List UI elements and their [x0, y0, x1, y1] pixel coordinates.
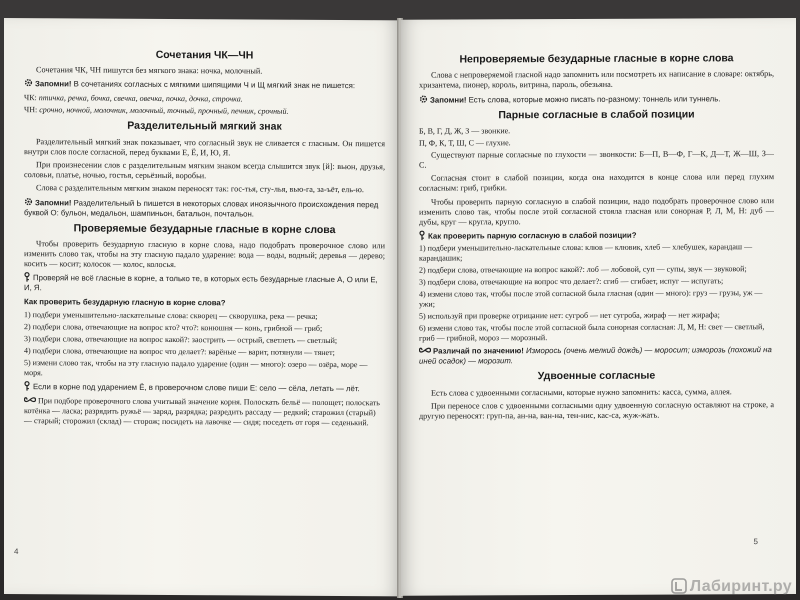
list-item: 1) подбери уменьшительно-ласкательные слова: клюв — клювик, хлеб — хлебушек, карандаш — карандашик; — [419, 242, 753, 264]
gear-icon — [24, 79, 33, 88]
example-line — [24, 106, 385, 118]
section-title-chk-chn: Сочетания ЧК—ЧН — [155, 48, 254, 62]
paragraph: Чтобы проверить парную согласную в слабой позиции, надо подобрать проверочное слово или изменить слово так, чтобы после этой согласной стояла гласная или сонорная Р, Л, М, Н: дуб — дубы, круг — кругла, кругло. — [419, 195, 774, 227]
right-page — [401, 18, 796, 596]
how-to-check-title: Как проверить безударную гласную в корне слова? — [24, 297, 226, 308]
example-words: срочно, ночной, молочник, молочный, точный, прочный, печник, срочный. — [39, 105, 289, 117]
rule-text: Есть слова, которые можно писать по-разному: тоннель или туннель. — [468, 93, 721, 105]
voiced-line: Б, В, Г, Д, Ж, З — звонкие. — [419, 126, 511, 136]
distinguish-label: Различай по значению! — [433, 346, 524, 357]
example-label: ЧК: — [24, 93, 37, 103]
list-item: 4) подбери слова, отвечающие на вопрос что делает?: варёные — варит, потянули — тянет; — [24, 345, 335, 357]
list-item: 5) используй при проверке отрицание нет: сугроб — нет сугроба, жираф — нет жирафа; — [419, 310, 720, 322]
paragraph: Есть слова с удвоенными согласными, которые нужно запомнить: касса, сумма, аллея. — [431, 386, 732, 398]
infinity-icon — [419, 347, 431, 354]
gear-icon — [24, 197, 33, 206]
page-number: 5 — [753, 537, 758, 547]
distinguish-note — [419, 346, 774, 368]
rule-text: В сочетаниях согласных с мягкими шипящими Ч и Щ мягкий знак не пишется: — [73, 79, 356, 91]
list-item: 2) подбери слова, отвечающие на вопрос какой?: лоб — лобовой, суп — супы, звук — звуковой; — [419, 264, 747, 276]
section-title-double-consonants: Удвоенные согласные — [537, 370, 656, 383]
left-page — [4, 18, 399, 596]
remember-label: Запомни! — [35, 79, 72, 89]
rule-text: Если в корне под ударением Ё, в проверочном слове пиши Е: село — сёла, летать — лёт. — [33, 381, 360, 393]
site-watermark — [671, 578, 792, 596]
paragraph: При переносе слов с удвоенными согласными одну удвоенную согласную оставляют на строке, а другую переносят: груп-па, ан-на, ван-на, тен-нис, кас-са, жуж-жать. — [419, 399, 774, 421]
example-label: ЧН: — [24, 105, 38, 115]
infinity-icon — [24, 396, 36, 403]
paragraph: Сочетания ЧК, ЧН пишутся без мягкого знака: ночка, молочный. — [36, 65, 263, 76]
rule-text: Разделительный Ь пишется в некоторых словах иноязычного происхождения перед буквой О: бульон, медальон, шампиньон, батальон, почтальон. — [24, 198, 379, 219]
note-text: При подборе проверочного слова учитывай значение корня. Полоскать бельё — полощет; полоскать котёнка — ласка; разрядить ружьё — заряд, разрядка; разредить рассаду — редкий; старожил (старый) — старый; сторожил (склад) — сторож; посидеть на лавочке — сидя; поседеть от горя — седенький. — [24, 395, 380, 427]
paragraph: Согласная стоит в слабой позиции, когда она находится в конце слова или перед глухим согласным: гриб, грибки. — [419, 172, 774, 194]
remember-rule — [24, 79, 385, 92]
example-line — [24, 94, 385, 106]
voiceless-line: П, Ф, К, Т, Ш, С — глухие. — [419, 138, 511, 148]
paragraph: Существуют парные согласные по глухости — звонкости: Б—П, В—Ф, Г—К, Д—Т, Ж—Ш, З—С. — [419, 148, 774, 170]
paragraph: Разделительный мягкий знак показывает, что согласный звук не сливается с гласным. Он пишется внутри слов после согласной, перед буквами Е, Ё, И, Ю, Я. — [24, 136, 385, 158]
infinity-note — [24, 396, 385, 428]
key-rule — [24, 381, 385, 394]
key-icon — [24, 273, 30, 283]
list-item: 6) измени слово так, чтобы после этой согласной была сонорная согласная: Л, М, Н: свет — светлый, гриб — грибной, мороз — морозный. — [419, 322, 765, 344]
labirint-logo-icon — [671, 578, 687, 594]
how-to-check-title — [419, 229, 774, 242]
list-item: 5) измени слово так, чтобы на эту гласную падало ударение (один — много): озеро — озёра, море — моря. — [24, 357, 368, 377]
left-column — [24, 44, 385, 430]
list-item: 4) измени слово так, чтобы после этой согласной была гласная (один — много): груз — грузы, уж — ужи; — [419, 288, 763, 310]
key-icon — [24, 381, 30, 391]
rule-text: Проверяй не всё гласные в корне, а только те, в которых есть безударные гласные А, О или Е, И, Я. — [24, 273, 378, 293]
list-item: 2) подбери слова, отвечающие на вопрос кто? что?: конюшня — конь, грибной — гриб; — [24, 321, 323, 333]
list-item: 3) подбери слова, отвечающие на вопрос что делает?: сгиб — сгибает, испуг — испугать; — [419, 276, 724, 288]
section-title-soft-sign: Разделительный мягкий знак — [127, 120, 282, 134]
paragraph: Чтобы проверить безударную гласную в корне слова, надо подобрать проверочное слово или изменить слово так, чтобы на эту гласную падало ударение: вода — воды, водный; деревья — дерево; косить — косит; колосок — колос, колосья. — [24, 239, 385, 270]
how-to-check-text: Как проверить парную согласную в слабой позиции? — [428, 230, 637, 241]
example-words: птичка, речка, бочка, свечка, овечка, почка, дочка, строчка. — [38, 93, 243, 104]
watermark-text: Лабиринт.ру — [689, 578, 792, 595]
section-title-uncheckable-vowels: Непроверяемые безударные гласные в корне слова — [459, 52, 734, 66]
paragraph: Слова с непроверяемой гласной надо запомнить или посмотреть их написание в словаре: октябрь, хризантема, пионер, король, витрина, пароль, обезьяна. — [419, 69, 774, 91]
list-item: 3) подбери слова, отвечающие на вопрос какой?: заострить — острый, светлеть — светлый; — [24, 333, 338, 345]
paragraph: Слова с разделительным мягким знаком переносят так: гос-тья, сту-лья, вью-га, за-ъёт, ель-ю. — [36, 183, 364, 195]
gear-icon — [419, 94, 428, 103]
paragraph: При произнесении слов с разделительным мягким знаком всегда слышится звук [й]: вьюн, друзья, соловьи, платье, ночью, гостья, серьёзный, воробьи. — [24, 160, 385, 181]
key-icon — [419, 231, 425, 241]
distinguish-text: Изморось (очень мелкий дождь) — моросит; изморозь (похожий на иней осадок) — морозит. — [419, 345, 772, 367]
remember-rule — [24, 197, 385, 220]
key-rule — [24, 273, 385, 296]
page-number: 4 — [14, 547, 19, 557]
remember-label: Запомни! — [430, 95, 467, 105]
section-title-paired-consonants: Парные согласные в слабой позиции — [498, 108, 695, 121]
list-item: 1) подбери уменьшительно-ласкательные слова: скворец — скворушка, река — речка; — [24, 309, 318, 321]
remember-label: Запомни! — [35, 197, 72, 208]
section-title-checkable-vowels: Проверяемые безударные гласные в корне слова — [73, 222, 336, 236]
remember-rule — [419, 93, 774, 106]
right-column — [419, 48, 774, 425]
